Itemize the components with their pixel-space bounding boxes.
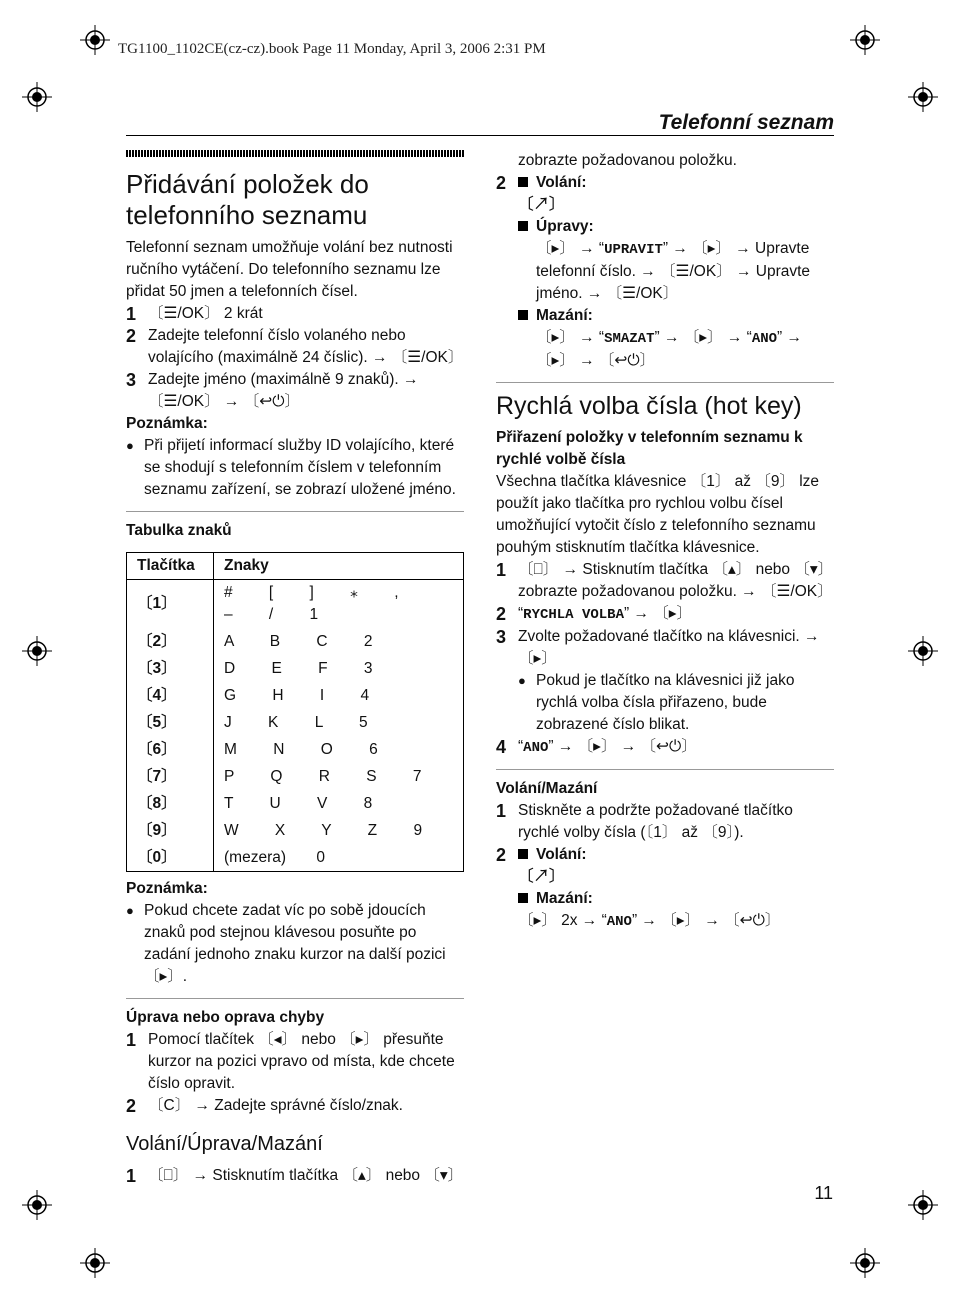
delete-option: Mazání: <box>496 305 834 327</box>
character-table <box>126 552 464 872</box>
note-1: ● Při přijetí informací služby ID volajícího, které se shodují s telefonním číslem v telefonním seznamu zařízení, se zobrazí uložené jméno. <box>126 435 464 501</box>
continued-text: zobrazte požadovanou položku. <box>518 152 737 169</box>
title-bar <box>126 150 464 157</box>
assign-intro: Všechna tlačítka klávesnice 〔1〕 až 〔9〕 lze použít jako tlačítka pro rychlou volbu čísel umožňující vytočit číslo z telefonního seznamu pouhým stisknutím tlačítka klávesnice. <box>496 473 820 556</box>
call-edit-delete-title: Volání/Úprava/Mazání <box>126 1133 323 1155</box>
table-row <box>127 709 464 736</box>
call-delete-title: Volání/Mazání <box>496 780 598 797</box>
left-column <box>126 150 464 1187</box>
registration-mark-icon <box>908 1190 938 1220</box>
chars-cell: W X Y Z 9 <box>224 821 439 839</box>
bullet-square-icon <box>518 310 528 320</box>
divider <box>496 382 834 383</box>
registration-mark-icon <box>850 1248 880 1278</box>
note-2: ● Pokud chcete zadat víc po sobě jdoucích znaků pod stejnou klávesou posuňte po zadání jednoho znaku kurzor na další pozici 〔▸〕. <box>126 900 464 988</box>
assign-step-3: 3 Zvolte požadované tlačítko na klávesnici. → 〔▸〕 <box>496 627 820 667</box>
edit-option: Úpravy: <box>496 216 834 238</box>
divider <box>126 998 464 999</box>
fix-step-1: 1 Pomocí tlačítek 〔◂〕 nebo 〔▸〕 přesuňte kurzor na pozici vpravo od místa, kde chcete číslo opravit. <box>126 1030 455 1092</box>
vm-step-1: 1 Stiskněte a podržte požadované tlačítko rychlé volby čísla (〔1〕 až 〔9〕). <box>496 801 793 841</box>
registration-mark-icon <box>908 636 938 666</box>
fix-step-2: 2 〔C〕 → Zadejte správné číslo/znak. <box>126 1096 403 1116</box>
divider <box>496 769 834 770</box>
step-2-options: 2 Volání: <box>496 173 587 193</box>
right-column <box>496 150 834 933</box>
edit-instructions: 〔▸〕 → “UPRAVIT” → 〔▸〕 → Upravte telefonní číslo. → 〔☰/OK〕 → Upravte jméno. → 〔☰/OK〕 <box>536 240 811 302</box>
delete-instructions: 〔▸〕 → “SMAZAT” → 〔▸〕 → “ANO” → 〔▸〕 → 〔↩⏻〕 <box>536 329 803 369</box>
chars-cell: M N O 6 <box>224 740 394 758</box>
intro-text: Telefonní seznam umožňuje volání bez nutnosti ručního vytáčení. Do telefonního seznamu lze přidat 50 jmen a telefonních čísel. <box>126 239 453 300</box>
table-row <box>127 580 464 629</box>
header-rule <box>126 135 834 136</box>
registration-mark-icon <box>80 25 110 55</box>
assign-step-4: 4 “ANO” → 〔▸〕 → 〔↩⏻〕 <box>496 737 697 757</box>
key-cell: 〔6〕 <box>127 736 214 763</box>
vm-step-2: 2 Volání: <box>496 845 587 865</box>
chars-cell: # [ ] ⁎ , – / 1 <box>224 584 415 623</box>
key-cell: 〔7〕 <box>127 763 214 790</box>
table-caption: Tabulka znaků <box>126 522 232 539</box>
step-2: 2 Zadejte telefonní číslo volaného nebo volajícího (maximálně 24 číslic). → 〔☰/OK〕 <box>126 326 464 366</box>
key-cell: 〔5〕 <box>127 709 214 736</box>
call-step-1: 1 〔⎕〕 → Stisknutím tlačítka 〔▴〕 nebo 〔▾〕 <box>126 1166 464 1186</box>
chars-cell: (mezera) 0 <box>224 848 325 866</box>
table-row <box>127 763 464 790</box>
registration-mark-icon <box>22 636 52 666</box>
bullet-square-icon <box>518 177 528 187</box>
assign-step-2: 2 “RYCHLA VOLBA” → 〔▸〕 <box>496 604 693 624</box>
chars-cell: T U V 8 <box>224 794 389 812</box>
assign-note: ● Pokud je tlačítko na klávesnici již jako rychlá volba čísla přiřazeno, bude zobrazené číslo blikat. <box>518 670 834 736</box>
note-label: Poznámka: <box>126 880 208 897</box>
key-cell: 〔9〕 <box>127 817 214 844</box>
chars-cell: J K L 5 <box>224 713 384 731</box>
registration-mark-icon <box>22 1190 52 1220</box>
step-1: 1 〔☰/OK〕 2 krát <box>126 304 263 324</box>
table-row <box>127 844 464 872</box>
registration-mark-icon <box>908 82 938 112</box>
table-row <box>127 790 464 817</box>
chars-cell: P Q R S 7 <box>224 767 438 785</box>
vm-call-key: 〔↗〕 <box>518 868 565 885</box>
registration-mark-icon <box>80 1248 110 1278</box>
page-number: 11 <box>814 1183 833 1203</box>
fix-title: Úprava nebo oprava chyby <box>126 1009 325 1026</box>
registration-mark-icon <box>22 82 52 112</box>
table-row <box>127 655 464 682</box>
key-cell: 〔8〕 <box>127 790 214 817</box>
table-header-row <box>127 553 464 580</box>
section-title: Telefonní seznam <box>658 111 834 134</box>
key-cell: 〔4〕 <box>127 682 214 709</box>
key-cell: 〔0〕 <box>127 844 214 872</box>
table-row <box>127 736 464 763</box>
chars-cell: D E F 3 <box>224 659 389 677</box>
registration-mark-icon <box>850 25 880 55</box>
vm-delete-option: Mazání: <box>496 888 834 910</box>
divider <box>126 511 464 512</box>
table-row <box>127 682 464 709</box>
table-row <box>127 817 464 844</box>
bullet-square-icon <box>518 221 528 231</box>
table-header: Znaky <box>214 553 464 580</box>
table-header: Tlačítka <box>127 553 214 580</box>
file-header-line: TG1100_1102CE(cz-cz).book Page 11 Monday, April 3, 2006 2:31 PM <box>118 41 546 57</box>
chars-cell: A B C 2 <box>224 632 389 650</box>
note-label: Poznámka: <box>126 415 208 432</box>
bullet-square-icon <box>518 893 528 903</box>
key-cell: 〔2〕 <box>127 628 214 655</box>
vm-delete-instructions: 〔▸〕 2x → “ANO” → 〔▸〕 → 〔↩⏻〕 <box>518 912 781 930</box>
call-key: 〔↗〕 <box>518 196 565 213</box>
hotkey-title: Rychlá volba čísla (hot key) <box>496 392 802 420</box>
key-cell: 〔3〕 <box>127 655 214 682</box>
bullet-square-icon <box>518 849 528 859</box>
assign-step-1: 1 〔⎕〕 → Stisknutím tlačítka 〔▴〕 nebo 〔▾〕 zobrazte požadovanou položku. → 〔☰/OK〕 <box>496 560 834 600</box>
assign-title: Přiřazení položky v telefonním seznamu k rychlé volbě čísla <box>496 429 803 468</box>
table-row <box>127 628 464 655</box>
key-cell: 〔1〕 <box>127 580 214 629</box>
chars-cell: G H I 4 <box>224 686 386 704</box>
step-3: 3 Zadejte jméno (maximálně 9 znaků). → 〔☰/OK〕 → 〔↩⏻〕 <box>126 370 419 410</box>
page-title: Přidávání položek do telefonního seznamu <box>126 169 369 230</box>
